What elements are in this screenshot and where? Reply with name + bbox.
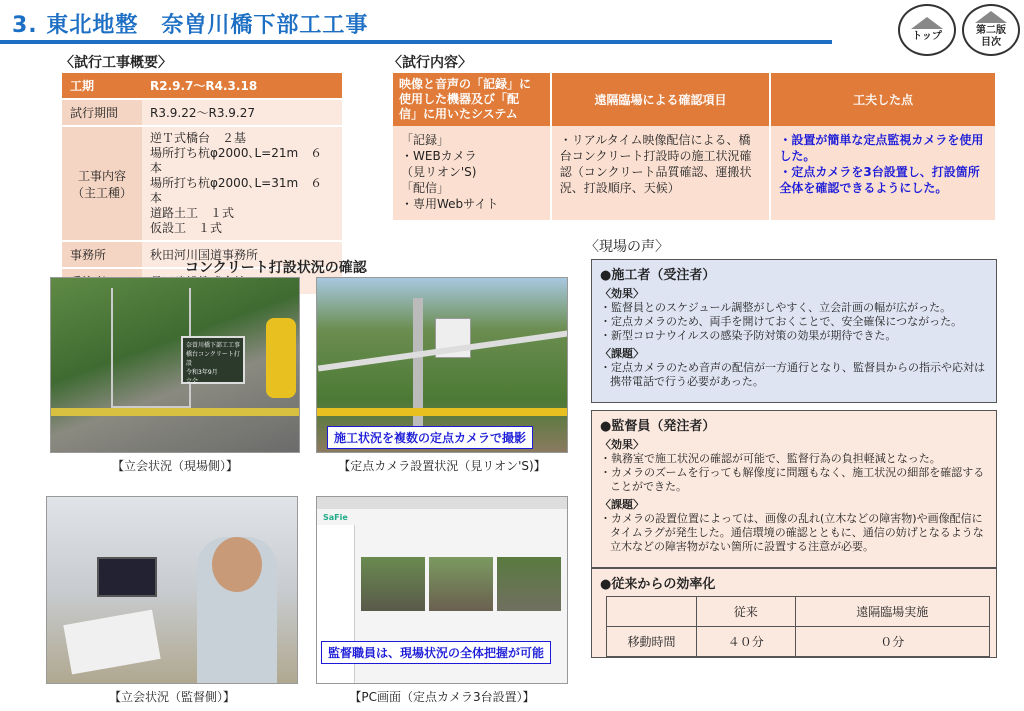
toc-nav-button[interactable] bbox=[962, 4, 1020, 56]
page-title: 3. 東北地整 奈曽川橋下部工工事 bbox=[12, 13, 369, 38]
issue-line: ・カメラの設置位置によっては、画像の乱れ(立木などの障害物)や画像配信にタイムラグが発生した。通信環境の確認とともに、通信の妨げとなるような立木などの障害物がない箇所に設置する注意が必要。 bbox=[600, 512, 984, 553]
pc-annotation: 監督職員は、現場状況の全体把握が可能 bbox=[321, 641, 551, 664]
overview-key: 試行期間 bbox=[62, 99, 142, 126]
photo-caption: 【定点カメラ設置状況（見リオン'S)】 bbox=[338, 459, 546, 473]
head bbox=[212, 537, 262, 592]
safie-logo: SaFie bbox=[323, 513, 348, 522]
line: 「配信」 bbox=[401, 181, 450, 195]
photo-caption: 【立会状況（監督側）】 bbox=[108, 690, 235, 704]
effect-line: ・監督員とのスケジュール調整がしやすく、立会計画の幅が広がった。 bbox=[600, 301, 952, 314]
effect-label: 〈効果〉 bbox=[600, 287, 644, 300]
rail bbox=[317, 408, 568, 416]
line: ・WEBカメラ bbox=[401, 149, 477, 163]
conventional-value: ４０分 bbox=[697, 627, 796, 657]
trial-col3-head: 工夫した点 bbox=[770, 73, 996, 126]
work-item: 場所打ち杭φ2000､L=31m ６本 bbox=[150, 176, 323, 205]
effect-line: ・カメラのズームを行っても解像度に問題もなく、施工状況の細部を確認することができた。 bbox=[600, 466, 985, 493]
documents bbox=[63, 610, 160, 675]
overview-row bbox=[62, 126, 342, 241]
line: 「記録」 bbox=[401, 133, 450, 147]
board-line: 立会 bbox=[186, 378, 199, 385]
line: ・定点カメラを3台設置し、打設箇所 bbox=[779, 165, 980, 179]
trial-heading: 〈試行内容〉 bbox=[388, 55, 472, 71]
contractor-title: ●施工者（受注者） bbox=[600, 268, 716, 283]
contractor-voice-box bbox=[591, 259, 997, 403]
effect-line: ・執務室で施工状況の確認が可能で、監督行為の負担軽減となった。 bbox=[600, 452, 941, 465]
line: 台コンクリート打設時の施工状況確 bbox=[559, 149, 752, 163]
overview-key: 工期 bbox=[62, 73, 142, 99]
camera-annotation: 施工状況を複数の定点カメラで撮影 bbox=[327, 426, 533, 449]
overview-key bbox=[62, 126, 142, 241]
line: ・設置が簡単な定点監視カメラを使用 bbox=[779, 133, 984, 147]
trial-table bbox=[393, 73, 997, 220]
line: した。 bbox=[779, 149, 816, 163]
photos-heading: コンクリート打設状況の確認 bbox=[185, 260, 367, 276]
browser-bar bbox=[317, 497, 568, 509]
overview-row bbox=[62, 73, 342, 99]
board-line: 奈曽川橋下部工工事 bbox=[186, 342, 241, 349]
head-line: 使用した機器及び「配 bbox=[399, 92, 520, 106]
toc-nav-label-2: 目次 bbox=[981, 37, 1001, 48]
trial-col1 bbox=[393, 126, 551, 220]
issue-label: 〈課題〉 bbox=[600, 498, 644, 511]
pc-screen bbox=[316, 496, 568, 684]
efficiency-title: ●従来からの効率化 bbox=[600, 577, 716, 592]
monitor bbox=[97, 557, 157, 597]
worker bbox=[266, 318, 296, 398]
issue-label: 〈課題〉 bbox=[600, 347, 644, 360]
house-icon bbox=[975, 11, 1007, 23]
row-label: 移動時間 bbox=[607, 627, 697, 657]
line: （見リオン'S) bbox=[401, 165, 477, 179]
remote-value: ０分 bbox=[795, 627, 989, 657]
voices-heading: 〈現場の声〉 bbox=[585, 239, 669, 255]
efficiency-table bbox=[606, 596, 990, 657]
line: 認（コンクリート品質確認、運搬状 bbox=[559, 165, 752, 179]
top-nav-label: トップ bbox=[912, 31, 942, 42]
effect-label: 〈効果〉 bbox=[600, 438, 644, 451]
rail bbox=[51, 408, 300, 416]
efficiency-row bbox=[607, 627, 990, 657]
camera-thumb bbox=[497, 557, 561, 611]
conventional-head: 従来 bbox=[697, 597, 796, 627]
blackboard bbox=[181, 336, 245, 384]
overview-value bbox=[142, 126, 342, 241]
photo-caption: 【PC画面（定点カメラ3台設置）】 bbox=[349, 690, 535, 704]
trial-body-row bbox=[393, 126, 996, 220]
camera-thumb bbox=[361, 557, 425, 611]
overview-key-line: 工事内容 bbox=[77, 168, 126, 183]
overview-row bbox=[62, 99, 342, 126]
effect-line: ・新型コロナウイルスの感染予防対策の効果が期待できた。 bbox=[600, 329, 897, 342]
top-nav-button[interactable] bbox=[898, 4, 956, 56]
trial-header-row bbox=[393, 73, 996, 126]
camera-photo bbox=[316, 277, 568, 453]
effect-line: ・定点カメラのため、両手を開けておくことで、安全確保につながった。 bbox=[600, 315, 963, 328]
board-line: 橋台コンクリート打設 bbox=[186, 351, 240, 367]
title-underline bbox=[0, 40, 832, 44]
head-line: 映像と音声の「記録」に bbox=[399, 77, 532, 91]
toc-nav-label-1: 第二版 bbox=[976, 25, 1006, 36]
trial-col1-head bbox=[393, 73, 551, 126]
blank-cell bbox=[607, 597, 697, 627]
overview-value: 秋田河川国道事務所 bbox=[142, 241, 342, 268]
overview-key-line: （主工種） bbox=[71, 185, 132, 200]
overview-heading: 〈試行工事概要〉 bbox=[60, 55, 172, 71]
head-line: 信」に用いたシステム bbox=[399, 107, 518, 121]
line: 全体を確認できるようにした。 bbox=[779, 181, 948, 195]
work-item: 仮設工 １式 bbox=[150, 221, 223, 235]
issue-line: ・定点カメラのため音声の配信が一方通行となり、監督員からの指示や応対は携帯電話で行う必要があった。 bbox=[600, 361, 985, 388]
trial-col2 bbox=[551, 126, 771, 220]
trial-col2-head: 遠隔臨場による確認項目 bbox=[551, 73, 771, 126]
camera-thumb bbox=[429, 557, 493, 611]
line: 況、打設順序、天候） bbox=[559, 181, 680, 195]
trial-col3 bbox=[770, 126, 996, 220]
efficiency-box bbox=[591, 568, 997, 658]
office-photo bbox=[46, 496, 298, 684]
supervisor-title: ●監督員（発注者） bbox=[600, 419, 716, 434]
supervisor-voice-box bbox=[591, 410, 997, 568]
overview-key: 事務所 bbox=[62, 241, 142, 268]
efficiency-header-row bbox=[607, 597, 990, 627]
work-item: 場所打ち杭φ2000､L=21m ６本 bbox=[150, 146, 323, 175]
remote-head: 遠隔臨場実施 bbox=[795, 597, 989, 627]
line: ・専用Webサイト bbox=[401, 197, 499, 211]
work-item: 道路土工 １式 bbox=[150, 206, 235, 220]
photo-caption: 【立会状況（現場側）】 bbox=[111, 459, 238, 473]
house-icon bbox=[911, 17, 943, 29]
overview-value: R3.9.22～R3.9.27 bbox=[142, 99, 342, 126]
board-line: 令和3年9月 bbox=[186, 369, 218, 376]
site-photo bbox=[50, 277, 300, 453]
scaffold bbox=[111, 288, 191, 408]
overview-value: R2.9.7～R4.3.18 bbox=[142, 73, 342, 99]
line: ・リアルタイム映像配信による、橋 bbox=[559, 133, 751, 147]
work-item: 逆Ｔ式橋台 ２基 bbox=[150, 131, 247, 145]
